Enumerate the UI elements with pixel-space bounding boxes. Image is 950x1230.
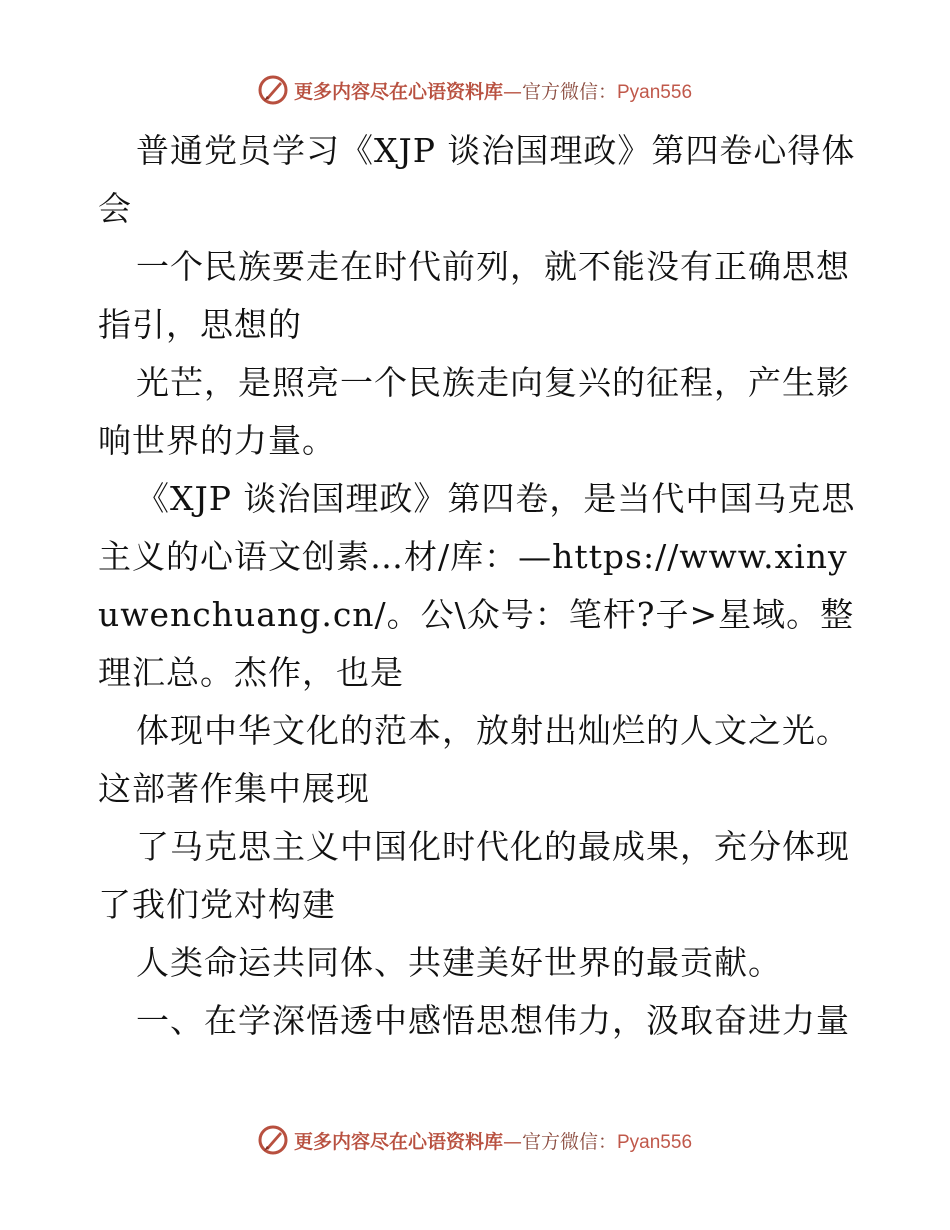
footer-dash: —: [502, 1130, 522, 1153]
quill-pen-logo-icon: [258, 75, 288, 105]
header-wechat-label: 官方微信：: [521, 80, 617, 103]
footer-banner: [0, 1120, 950, 1160]
footer-banner-text: [294, 1127, 692, 1154]
document-body: [98, 122, 858, 1050]
footer-brand: 更多内容尽在心语资料库: [293, 1130, 503, 1153]
paragraph: 体现中华文化的范本，放射出灿烂的人文之光。这部著作集中展现: [98, 711, 850, 808]
header-wechat-id: Pyan556: [617, 81, 693, 103]
quill-pen-logo-icon: [258, 1125, 288, 1155]
document-title: 普通党员学习《XJP 谈治国理政》第四卷心得体会: [98, 131, 856, 228]
header-brand: 更多内容尽在心语资料库: [293, 80, 503, 103]
paragraph: 《XJP 谈治国理政》第四卷，是当代中国马克思主义的心语文创素…材/库：—https://www.xinyuwenchuang.cn/。公\众号：笔杆?子>星域。整理汇总。杰作，也是: [98, 479, 856, 692]
footer-wechat-label: 官方微信：: [521, 1130, 617, 1153]
header-banner: [0, 70, 950, 110]
paragraph: 了马克思主义中国化时代化的最成果，充分体现了我们党对构建: [98, 827, 850, 924]
header-banner-text: [294, 77, 692, 104]
paragraph: 光芒，是照亮一个民族走向复兴的征程，产生影响世界的力量。: [98, 363, 850, 460]
paragraph: 一个民族要走在时代前列，就不能没有正确思想指引，思想的: [98, 247, 850, 344]
paragraph: 人类命运共同体、共建美好世界的最贡献。: [136, 943, 782, 982]
section-heading: 一、在学深悟透中感悟思想伟力，汲取奋进力量: [136, 1001, 850, 1040]
header-dash: —: [502, 80, 522, 103]
footer-wechat-id: Pyan556: [617, 1131, 693, 1153]
